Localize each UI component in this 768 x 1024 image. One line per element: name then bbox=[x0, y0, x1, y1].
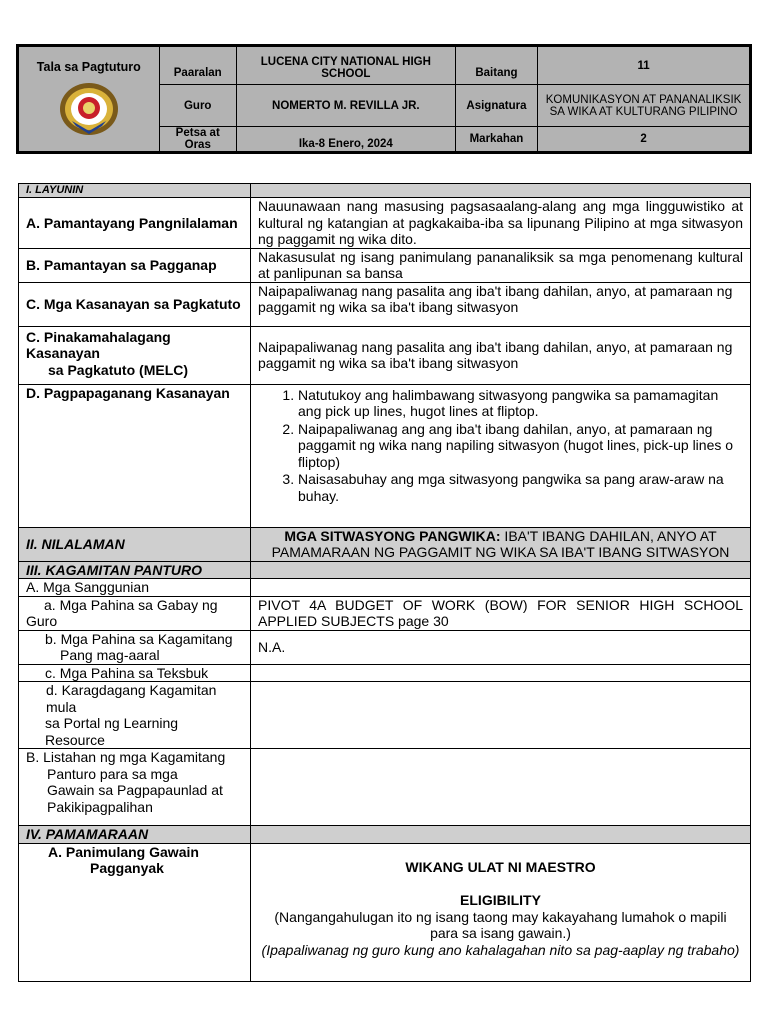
activity-heading: WIKANG ULAT NI MAESTRO bbox=[405, 858, 596, 875]
pamantayang-pangnilalaman-value: Nauunawaan nang masusing pagsasaalang-alang ang mga lingguwistiko at kultural ng katangian at pagkakaiba-iba sa lipunang Pilipino at mga sitwasyon ng paggamit ng wika dito. bbox=[251, 198, 751, 249]
section-nilalaman: II. NILALAMAN bbox=[19, 527, 251, 561]
asignatura-label: Asignatura bbox=[455, 85, 537, 127]
guro-label: Guro bbox=[159, 85, 236, 127]
paaralan-label: Paaralan bbox=[159, 46, 236, 85]
panimulang-gawain-line-1: A. Panimulang Gawain bbox=[48, 843, 199, 860]
asignatura-value: KOMUNIKASYON AT PANANALIKSIK SA WIKA AT KULTURANG PILIPINO bbox=[538, 85, 751, 127]
panimulang-gawain-value bbox=[251, 843, 751, 981]
kasanayan-pagkatuto-value: Naipapaliwanag nang pasalita ang iba't ibang dahilan, anyo, at pamaraan ng paggamit ng wika sa iba't ibang sitwasyon bbox=[251, 282, 751, 326]
section-kagamitan: III. KAGAMITAN PANTURO bbox=[19, 561, 251, 579]
school-seal-icon bbox=[58, 81, 120, 137]
petsa-value: Ika-8 Enero, 2024 bbox=[236, 127, 455, 153]
teksbuk-label: c. Mga Pahina sa Teksbuk bbox=[19, 664, 251, 682]
paaralan-value: LUCENA CITY NATIONAL HIGH SCHOOL bbox=[236, 46, 455, 85]
list-item: 3. Naisasabuhay ang mga sitwasyong pangwika sa pang araw-araw na buhay. bbox=[298, 471, 743, 504]
header-table bbox=[16, 44, 752, 154]
tala-cell bbox=[18, 46, 160, 153]
kagamitang-magaaral-value: N.A. bbox=[251, 630, 751, 664]
listahan-kagamitang-label bbox=[19, 749, 251, 826]
activity-term: ELIGIBILITY bbox=[460, 892, 541, 908]
sanggunian-label: A. Mga Sanggunian bbox=[19, 579, 251, 597]
section-pamamaraan: IV. PAMAMARAAN bbox=[19, 826, 251, 844]
list-item: 2. Naipapaliwanag ang ang iba't ibang dahilan, anyo, at pamaraan ng paggamit ng wika nang napiling sitwasyon (hugot lines, pick-up lines o fliptop) bbox=[298, 421, 743, 471]
pamantayan-pagganap-label: B. Pamantayan sa Pagganap bbox=[19, 248, 251, 282]
melc-value: Naipapaliwanag nang pasalita ang iba't ibang dahilan, anyo, at pamaraan ng paggamit ng wika sa iba't ibang sitwasyon bbox=[251, 326, 751, 384]
nilalaman-value bbox=[251, 527, 751, 561]
activity-instruction: (Ipapaliwanag ng guro kung ano kahalagahan nito sa pag-aaplay ng trabaho) bbox=[261, 941, 740, 958]
pamantayang-pangnilalaman-label: A. Pamantayang Pangnilalaman bbox=[19, 198, 251, 249]
kagamitang-magaaral-label bbox=[19, 630, 251, 664]
markahan-value: 2 bbox=[538, 127, 751, 153]
guro-value: NOMERTO M. REVILLA JR. bbox=[236, 85, 455, 127]
kasanayan-pagkatuto-label: C. Mga Kasanayan sa Pagkatuto bbox=[19, 282, 251, 326]
gabay-guro-text: a. Mga Pahina sa Gabay ng Guro bbox=[26, 596, 218, 629]
section-kagamitan-blank bbox=[251, 561, 751, 579]
section-layunin-blank bbox=[251, 184, 751, 198]
nilalaman-bold: MGA SITWASYONG PANGWIKA: bbox=[284, 527, 501, 544]
panimulang-gawain-line-2: Pagganyak bbox=[90, 860, 164, 876]
kagamitang-magaaral-line-2: Pang mag-aaral bbox=[60, 647, 160, 663]
gabay-guro-label bbox=[19, 596, 251, 630]
nilalaman-rest: IBA'T IBANG DAHILAN, ANYO AT PAMAMARAAN NG PAGGAMIT NG WIKA SA IBA'T IBANG SITWASYON bbox=[271, 527, 730, 560]
baitang-value: 11 bbox=[538, 46, 751, 85]
panimulang-gawain-label bbox=[19, 843, 251, 981]
melc-label bbox=[19, 326, 251, 384]
listahan-kagamitang-value bbox=[251, 749, 751, 826]
pagpapaganang-kasanayan-value bbox=[251, 384, 751, 527]
listahan-line-2: Panturo para sa mga Gawain sa Pagpapaunlad at Pakikipagpalihan bbox=[47, 765, 223, 815]
melc-label-line-2: sa Pagkatuto (MELC) bbox=[48, 361, 189, 378]
tala-title: Tala sa Pagtuturo bbox=[36, 60, 141, 74]
learning-resource-line-2: sa Portal ng Learning Resource bbox=[45, 715, 179, 748]
baitang-label: Baitang bbox=[455, 46, 537, 85]
kagamitang-magaaral-line-1: b. Mga Pahina sa Kagamitang bbox=[45, 630, 233, 647]
pagpapaganang-kasanayan-label: D. Pagpapaganang Kasanayan bbox=[19, 384, 251, 527]
learning-resource-value bbox=[251, 682, 751, 749]
lesson-plan-table bbox=[18, 183, 751, 982]
listahan-line-1: B. Listahan ng mga Kagamitang bbox=[26, 749, 226, 765]
activity-definition: (Nangangahulugan ito ng isang taong may kakayahang lumahok o mapili para sa isang gawain.) bbox=[274, 908, 727, 941]
learning-resource-line-1: d. Karagdagang Kagamitan mula bbox=[46, 682, 217, 715]
section-layunin: I. LAYUNIN bbox=[19, 184, 251, 198]
sanggunian-blank bbox=[251, 579, 751, 597]
list-item: 1. Natutukoy ang halimbawang sitwasyong pangwika sa pamamagitan ang pick up lines, hugot lines at fliptop. bbox=[298, 387, 743, 420]
pamantayan-pagganap-value: Nakasusulat ng isang panimulang pananaliksik sa mga penomenang kultural at panlipunan sa bansa bbox=[251, 248, 751, 282]
section-pamamaraan-blank bbox=[251, 826, 751, 844]
teksbuk-value bbox=[251, 664, 751, 682]
melc-label-line-1: C. Pinakamahalagang Kasanayan bbox=[26, 328, 171, 361]
petsa-label: Petsa at Oras bbox=[159, 127, 236, 153]
objectives-list bbox=[258, 387, 743, 505]
markahan-label: Markahan bbox=[455, 127, 537, 153]
gabay-guro-value: PIVOT 4A BUDGET OF WORK (BOW) FOR SENIOR HIGH SCHOOL APPLIED SUBJECTS page 30 bbox=[251, 596, 751, 630]
learning-resource-label bbox=[19, 682, 251, 749]
